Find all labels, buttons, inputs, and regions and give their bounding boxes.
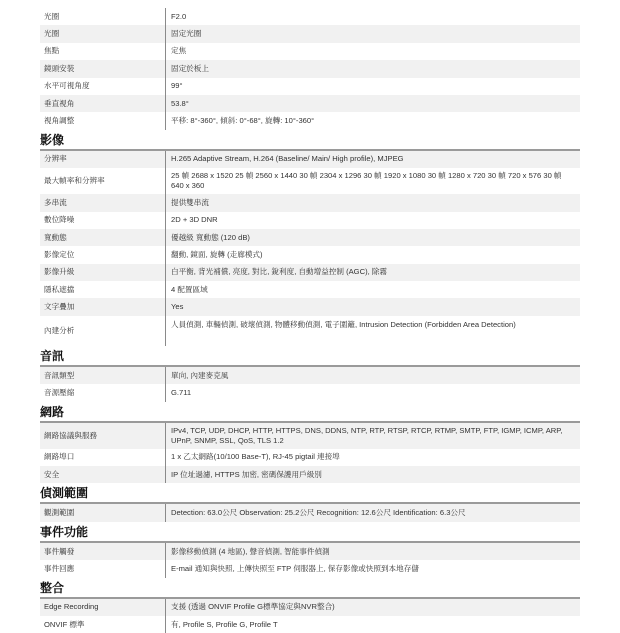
spec-value: 53.8° — [166, 95, 581, 112]
spec-value: E-mail 通知與快照, 上傳快照至 FTP 伺服器上, 保存影像或快照到本地存儲 — [171, 563, 419, 573]
table-row — [40, 503, 580, 521]
table-row — [40, 8, 580, 25]
spec-label: 焦點 — [40, 43, 166, 60]
spec-value: 平移: 8°-360°, 傾斜: 0°-68°, 旋轉: 10°-360° — [171, 116, 315, 126]
spec-value: F2.0 — [171, 11, 187, 21]
table-row — [40, 60, 580, 77]
spec-label: 鏡頭安裝 — [40, 60, 166, 77]
spec-table-video — [40, 149, 580, 346]
spec-label: 光圈 — [40, 25, 166, 42]
spec-value: 支援 (透過 ONVIF Profile G標準協定與NVR整合) — [166, 598, 581, 616]
spec-label: 光圈 — [40, 8, 166, 25]
table-row — [40, 112, 580, 129]
table-row — [40, 150, 580, 168]
table-row — [40, 422, 580, 449]
spec-label: 最大幀率和分辨率 — [40, 168, 166, 194]
table-row — [40, 598, 580, 616]
table-row — [40, 25, 580, 42]
spec-value: 優越級 寬動態 (120 dB) — [166, 229, 581, 246]
section-title-integration: 整合 — [40, 580, 65, 595]
spec-label: 事件回應 — [40, 560, 166, 577]
spec-label: 影像升級 — [40, 264, 166, 281]
spec-value: 25 幀 2688 x 1520 25 幀 2560 x 1440 30 幀 2304 x 1296 30 幀 1920 x 1080 30 幀 1280 x 720 30 幀 720 x 576 30 幀 640 x 360 — [171, 171, 562, 191]
spec-label: 寬動態 — [40, 229, 166, 246]
spec-label: Edge Recording — [40, 598, 166, 616]
table-row — [40, 246, 580, 263]
spec-label: 網路協議與服務 — [40, 422, 166, 449]
spec-label: 事件觸發 — [40, 542, 166, 560]
table-row — [40, 366, 580, 384]
spec-label: 內建分析 — [40, 316, 166, 346]
section-title-events: 事件功能 — [40, 524, 89, 539]
spec-table-integration — [40, 597, 580, 633]
section-title-network: 網路 — [40, 404, 65, 419]
table-row — [40, 316, 580, 346]
spec-value: 有, Profile S, Profile G, Profile T — [171, 619, 278, 629]
spec-label: 視角調整 — [40, 112, 166, 129]
spec-table-lens — [40, 8, 580, 130]
table-row — [40, 542, 580, 560]
spec-table-detection — [40, 502, 580, 521]
table-row — [40, 384, 580, 401]
spec-value: 單向, 內建麥克風 — [166, 366, 581, 384]
spec-label: 網路埠口 — [40, 449, 166, 466]
section-title-video: 影像 — [40, 132, 65, 147]
spec-value: IPv4, TCP, UDP, DHCP, HTTP, HTTPS, DNS, DDNS, NTP, RTP, RTSP, RTCP, RTMP, SMTP, FTP, IGMP, ICMP, ARP, UPnP, SNMP, SSL, QoS, TLS 1.2 — [166, 422, 581, 449]
spec-value: IP 位址過濾, HTTPS 加密, 密碼保護用戶級別 — [166, 466, 581, 483]
spec-label: 文字疊加 — [40, 298, 166, 315]
table-row — [40, 194, 580, 211]
spec-table-network — [40, 421, 580, 484]
spec-value: 固定光圈 — [166, 25, 581, 42]
spec-value: 固定於板上 — [166, 60, 581, 77]
spec-value: 4 配置區域 — [171, 284, 208, 294]
spec-label: 影像定位 — [40, 246, 166, 263]
section-title-audio: 音訊 — [40, 348, 65, 363]
table-row — [40, 212, 580, 229]
spec-table-events — [40, 541, 580, 578]
table-row — [40, 616, 580, 633]
spec-value: 99° — [171, 81, 183, 91]
spec-label: 垂直視角 — [40, 95, 166, 112]
spec-value: 2D + 3D DNR — [171, 215, 218, 225]
spec-label: 數位降噪 — [40, 212, 166, 229]
spec-label: 音源壓縮 — [40, 384, 166, 401]
spec-label: 隱私遮擋 — [40, 281, 166, 298]
spec-value: G.711 — [171, 387, 192, 397]
spec-sheet — [40, 8, 580, 633]
spec-label: 音訊類型 — [40, 366, 166, 384]
table-row — [40, 78, 580, 95]
table-row — [40, 95, 580, 112]
table-row — [40, 264, 580, 281]
table-row — [40, 298, 580, 315]
table-row — [40, 281, 580, 298]
table-row — [40, 168, 580, 194]
spec-label: ONVIF 標準 — [40, 616, 166, 633]
spec-label: 安全 — [40, 466, 166, 483]
spec-value: Detection: 63.0公尺 Observation: 25.2公尺 Recognition: 12.6公尺 Identification: 6.3公尺 — [166, 503, 581, 521]
table-row — [40, 229, 580, 246]
spec-label: 多串流 — [40, 194, 166, 211]
table-row — [40, 466, 580, 483]
spec-value: 白平衡, 背光補償, 亮度, 對比, 銳利度, 自動增益控制 (AGC), 除霧 — [166, 264, 581, 281]
spec-label: 觀測範圍 — [40, 503, 166, 521]
spec-label: 水平可視角度 — [40, 78, 166, 95]
spec-table-audio — [40, 365, 580, 402]
spec-value: 提供雙串流 — [166, 194, 581, 211]
section-title-detection-range: 偵測範圍 — [40, 486, 89, 501]
table-row — [40, 449, 580, 466]
spec-value: 翻動, 鏡面, 旋轉 (走廊模式) — [171, 249, 263, 259]
spec-value: 影像移動偵測 (4 地區), 聲音偵測, 智能事件偵測 — [166, 542, 581, 560]
table-row — [40, 560, 580, 577]
table-row — [40, 43, 580, 60]
spec-value: H.265 Adaptive Stream, H.264 (Baseline/ Main/ High profile), MJPEG — [166, 150, 581, 168]
spec-value: 人員偵測, 車輛偵測, 破壞偵測, 物體移動偵測, 電子圍籬, Intrusion Detection (Forbidden Area Detection) — [171, 319, 516, 329]
spec-label: 分辨率 — [40, 150, 166, 168]
spec-value: 1 x 乙太網路(10/100 Base-T), RJ-45 pigtail 連接埠 — [171, 452, 340, 462]
spec-value: Yes — [166, 298, 581, 315]
spec-value: 定焦 — [171, 46, 187, 56]
